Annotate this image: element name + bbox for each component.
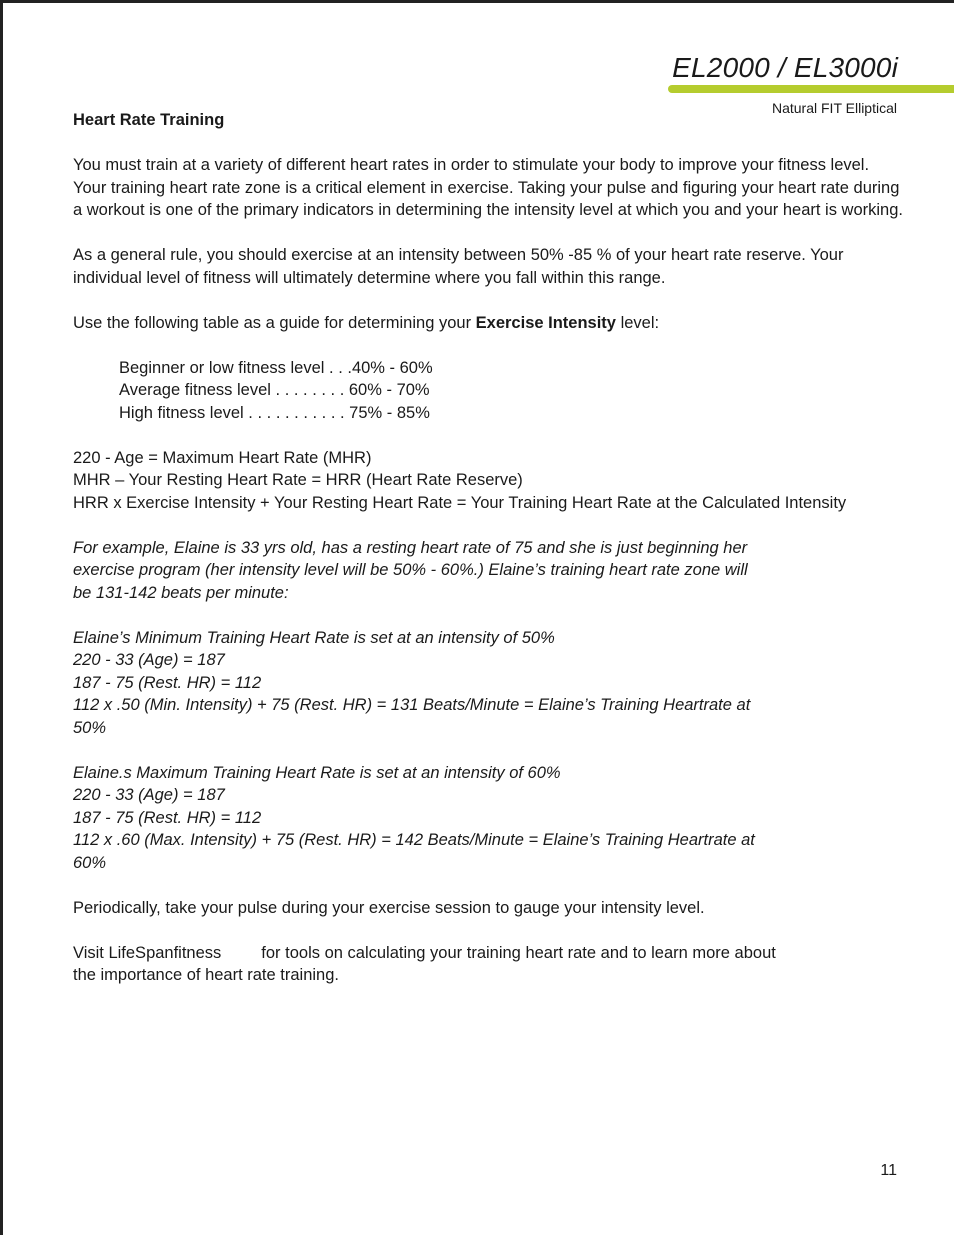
maximum-rate-block: [73, 762, 903, 875]
visit-line-1: [73, 942, 903, 965]
max-line: Elaine.s Maximum Training Heart Rate is set at an intensity of 60%: [73, 763, 561, 782]
formula-hrr: MHR – Your Resting Heart Rate = HRR (Heart Rate Reserve): [73, 471, 523, 489]
example-line: For example, Elaine is 33 yrs old, has a resting heart rate of 75 and she is just beginning her: [73, 538, 748, 557]
example-line: be 131-142 beats per minute:: [73, 583, 289, 602]
max-line: 187 - 75 (Rest. HR) = 112: [73, 808, 262, 827]
max-line: 220 - 33 (Age) = 187: [73, 786, 225, 804]
visit-line-2: the importance of heart rate training.: [73, 966, 339, 984]
formula-training-hr: HRR x Exercise Intensity + Your Resting Heart Rate = Your Training Heart Rate at the Calculated Intensity: [73, 493, 847, 512]
formula-mhr: 220 - Age = Maximum Heart Rate (MHR): [73, 448, 372, 467]
table-intro-paragraph: [73, 312, 903, 335]
level-high: High fitness level . . . . . . . . . . . 75% - 85%: [119, 403, 430, 422]
accent-bar: [668, 85, 954, 93]
min-line: Elaine’s Minimum Training Heart Rate is set at an intensity of 50%: [73, 628, 555, 647]
visit-prefix: Visit LifeSpanfitness: [73, 943, 222, 962]
level-beginner: Beginner or low fitness level . . .40% - 60%: [119, 358, 433, 377]
section-heading: Heart Rate Training: [73, 111, 225, 129]
general-rule-paragraph: As a general rule, you should exercise at an intensity between 50% -85 % of your heart rate reserve. Your individual level of fitness will ultimately determine where you fall within this range.: [73, 246, 844, 287]
intro-paragraph: You must train at a variety of different heart rates in order to stimulate your body to improve your fitness level. Your training heart rate zone is a critical element in exercise. Taking your pulse and figuring your heart rate during a workout is one of the primary indicators in determining the intensity level at which you and your heart is working.: [73, 156, 903, 219]
minimum-rate-block: [73, 627, 903, 740]
product-subtitle: Natural FIT Elliptical: [771, 100, 897, 116]
document-body: [73, 109, 903, 1009]
exercise-intensity-term: Exercise Intensity: [475, 313, 616, 332]
max-line: 112 x .60 (Max. Intensity) + 75 (Rest. HR) = 142 Beats/Minute = Elaine’s Training Heartrate at: [73, 831, 755, 849]
formulas-block: [73, 447, 903, 515]
intensity-levels-list: [73, 357, 903, 425]
table-intro-after: level:: [615, 313, 660, 332]
min-line: 50%: [73, 718, 107, 737]
model-title: EL2000 / EL3000i: [672, 52, 898, 83]
min-line: 112 x .50 (Min. Intensity) + 75 (Rest. HR) = 131 Beats/Minute = Elaine’s Training Heartrate at: [73, 696, 751, 714]
table-intro-before: Use the following table as a guide for determining your: [73, 313, 476, 332]
visit-paragraph: [73, 942, 903, 987]
visit-line1-rest: for tools on calculating your training heart rate and to learn more about: [261, 943, 776, 962]
min-line: 187 - 75 (Rest. HR) = 112: [73, 673, 262, 692]
page-number: 11: [880, 1162, 897, 1179]
max-line: 60%: [73, 853, 107, 872]
example-paragraph: [73, 537, 903, 605]
level-average: Average fitness level . . . . . . . . 60% - 70%: [119, 381, 430, 399]
pulse-paragraph: Periodically, take your pulse during your exercise session to gauge your intensity level.: [73, 898, 705, 917]
min-line: 220 - 33 (Age) = 187: [73, 651, 225, 669]
example-line: exercise program (her intensity level will be 50% - 60%.) Elaine’s training heart rate zone will: [73, 561, 748, 579]
